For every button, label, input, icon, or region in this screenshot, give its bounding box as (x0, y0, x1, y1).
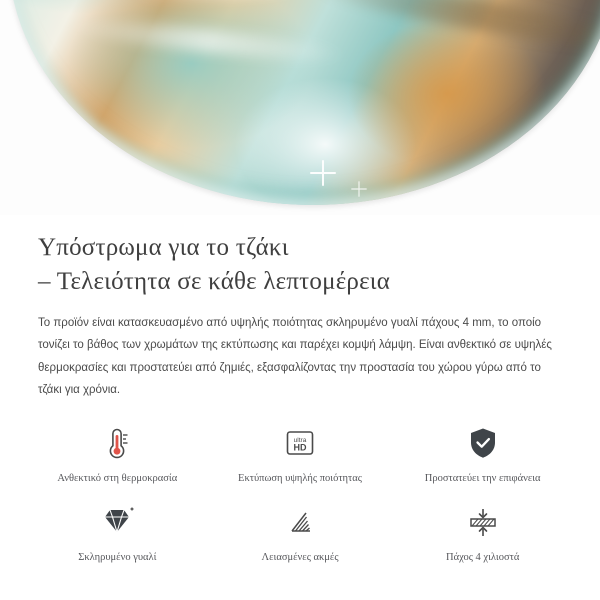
feature-item-print-quality (209, 420, 392, 486)
feature-item-surface-protection (391, 420, 574, 486)
feature-label: Προστατεύει την επιφάνεια (424, 472, 541, 484)
text-content (0, 215, 600, 402)
feature-item-temperature (26, 420, 209, 486)
polished-edges-icon (279, 499, 321, 545)
feature-label: Πάχος 4 χιλιοστά (446, 552, 520, 564)
thermometer-icon (96, 420, 138, 466)
feature-label: Ανθεκτικό στη θερμοκρασία (57, 472, 178, 484)
description-paragraph: Το προϊόν είναι κατασκευασμένο από υψηλής ποιότητας σκληρυμένο γυαλί πάχους 4 mm, το οποίο τονίζει το βάθος των χρωμάτων της εκτύπωσης και παρέχει κομψή λάμψη. Είναι ανθεκτικό σε υψηλές θερμοκρασίες και προστατεύει από ζημιές, εξασφαλίζοντας την προστασία του χώρου γύρω από το τζάκι για χρόνια. (38, 317, 552, 397)
shield-check-icon (462, 420, 504, 466)
hero-image (0, 0, 600, 215)
feature-grid (0, 420, 600, 565)
marble-vein (308, 0, 600, 59)
page-title-line-2: – Τελειότητα σε κάθε λεπτομέρεια (38, 267, 391, 295)
feature-label: Σκληρυμένο γυαλί (78, 552, 157, 564)
svg-text:ultra: ultra (293, 436, 307, 444)
marble-vein (68, 15, 349, 66)
thickness-arrows-icon (461, 499, 505, 545)
feature-item-tempered-glass (26, 499, 209, 565)
page-title (38, 231, 562, 298)
feature-label: Λειασμένες ακμές (261, 552, 339, 564)
feature-item-polished-edges (209, 499, 392, 565)
page-title-line-1: Υπόστρωμα για το τζάκι (38, 234, 289, 261)
diamond-icon (95, 499, 139, 545)
feature-label: Εκτύπωση υψηλής ποιότητας (238, 472, 362, 484)
ultra-hd-icon (280, 420, 320, 466)
feature-item-thickness (391, 499, 574, 565)
svg-text:HD: HD (293, 442, 307, 453)
